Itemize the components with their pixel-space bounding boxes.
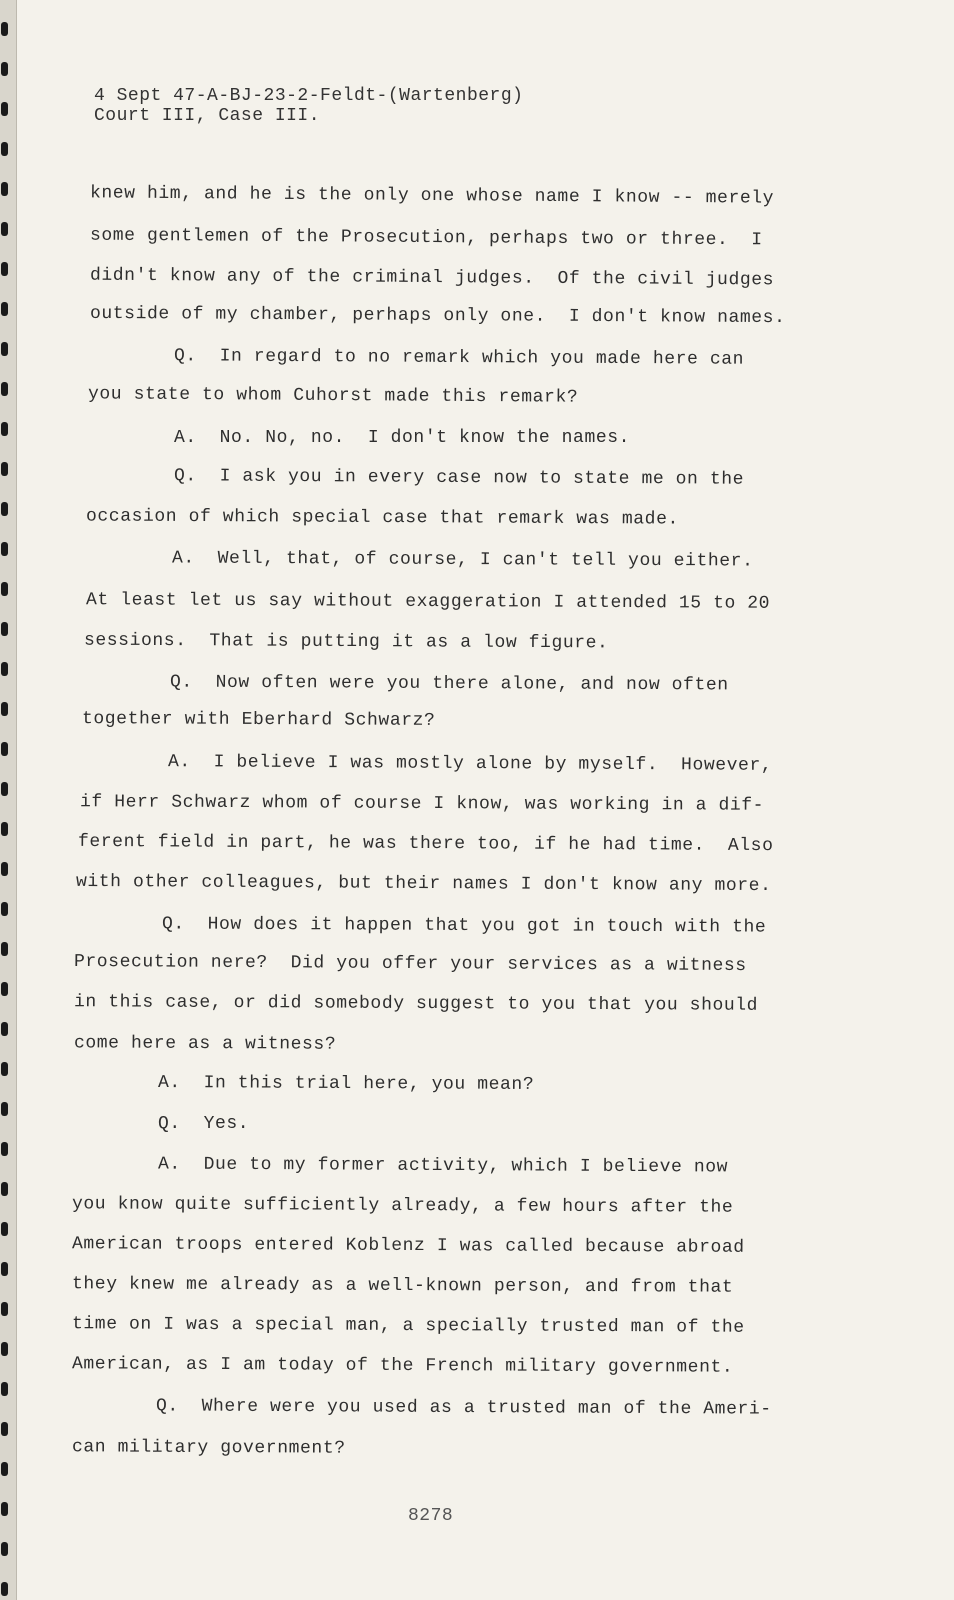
binder-hole xyxy=(1,102,8,116)
binder-hole xyxy=(1,1262,8,1276)
binder-hole xyxy=(1,1462,8,1476)
transcript-line: some gentlemen of the Prosecution, perhaps two or three. I xyxy=(89,225,763,251)
transcript-line: in this case, or did somebody suggest to you that you should xyxy=(73,992,759,1016)
binder-hole xyxy=(1,262,8,276)
transcript-line: Q. In regard to no remark which you made here can xyxy=(173,346,745,370)
page-edge-line xyxy=(16,0,17,1600)
transcript-line: A. Due to my former activity, which I believe now xyxy=(157,1154,729,1178)
binder-hole xyxy=(1,782,8,796)
transcript-line: knew him, and he is the only one whose name I know -- merely xyxy=(89,183,775,209)
transcript-line: come here as a witness? xyxy=(73,1033,337,1055)
transcript-line: can military government? xyxy=(71,1437,346,1459)
binder-holes xyxy=(0,0,10,1600)
binder-hole xyxy=(1,1222,8,1236)
transcript-line: A. No. No, no. I don't know the names. xyxy=(174,428,631,448)
transcript-line: together with Eberhard Schwarz? xyxy=(81,709,436,731)
binder-hole xyxy=(1,1142,8,1156)
binder-hole xyxy=(1,1302,8,1316)
transcript-line: A. Well, that, of course, I can't tell you either. xyxy=(171,548,754,572)
binder-hole xyxy=(1,662,8,676)
transcript-line: A. I believe I was mostly alone by myself. However, xyxy=(167,752,773,776)
transcript-line: Q. Now often were you there alone, and now often xyxy=(169,672,729,696)
binder-hole xyxy=(1,542,8,556)
binder-hole xyxy=(1,1182,8,1196)
binder-hole xyxy=(1,142,8,156)
binder-hole xyxy=(1,582,8,596)
binder-hole xyxy=(1,982,8,996)
binder-hole xyxy=(1,702,8,716)
transcript-line: At least let us say without exaggeration I attended 15 to 20 xyxy=(85,590,771,614)
binder-hole xyxy=(1,1022,8,1036)
binder-hole xyxy=(1,1422,8,1436)
transcript-line: American troops entered Koblenz I was called because abroad xyxy=(71,1234,745,1258)
transcript-line: American, as I am today of the French military government. xyxy=(71,1354,734,1378)
binder-hole xyxy=(1,342,8,356)
binder-hole xyxy=(1,302,8,316)
transcript-line: ferent field in part, he was there too, if he had time. Also xyxy=(77,831,774,857)
transcript-line: time on I was a special man, a specially trusted man of the xyxy=(71,1314,745,1338)
binder-hole xyxy=(1,902,8,916)
binder-hole xyxy=(1,222,8,236)
binder-hole xyxy=(1,742,8,756)
binder-hole xyxy=(1,1502,8,1516)
transcript-line: you know quite sufficiently already, a few hours after the xyxy=(71,1194,734,1218)
binder-hole xyxy=(1,182,8,196)
transcript-line: occasion of which special case that remark was made. xyxy=(85,506,679,530)
binder-hole xyxy=(1,1102,8,1116)
transcript-line: if Herr Schwarz whom of course I know, was working in a dif- xyxy=(79,792,765,816)
transcript-line: sessions. That is putting it as a low figure. xyxy=(83,630,609,654)
binder-hole xyxy=(1,422,8,436)
binder-hole xyxy=(1,822,8,836)
binder-hole xyxy=(1,62,8,76)
document-header xyxy=(94,86,523,126)
transcript-line: they knew me already as a well-known person, and from that xyxy=(71,1274,734,1298)
transcript-line: didn't know any of the criminal judges. Of the civil judges xyxy=(89,265,775,291)
transcript-line: you state to whom Cuhorst made this remark? xyxy=(87,384,579,408)
binder-hole xyxy=(1,1582,8,1596)
binder-hole xyxy=(1,22,8,36)
binder-hole xyxy=(1,942,8,956)
transcript-line: Q. I ask you in every case now to state me on the xyxy=(173,466,745,490)
binder-hole xyxy=(1,1382,8,1396)
binder-hole xyxy=(1,502,8,516)
transcript-line: Prosecution nere? Did you offer your services as a witness xyxy=(73,951,747,977)
binder-hole xyxy=(1,622,8,636)
binder-hole xyxy=(1,382,8,396)
header-line-1: 4 Sept 47-A-BJ-23-2-Feldt-(Wartenberg) xyxy=(94,86,524,106)
binder-hole xyxy=(1,1342,8,1356)
binder-hole xyxy=(1,1542,8,1556)
header-line-2: Court III, Case III. xyxy=(94,106,321,126)
transcript-line: A. In this trial here, you mean? xyxy=(157,1073,535,1095)
transcript-line: outside of my chamber, perhaps only one. I don't know names. xyxy=(89,303,786,329)
binder-hole xyxy=(1,862,8,876)
transcript-line: Q. Yes. xyxy=(158,1114,250,1134)
binder-hole xyxy=(1,1062,8,1076)
transcript-line: Q. Where were you used as a trusted man of the Ameri- xyxy=(155,1396,772,1420)
binder-hole xyxy=(1,462,8,476)
transcript-line: Q. How does it happen that you got in touch with the xyxy=(161,914,767,938)
page-number: 8278 xyxy=(408,1506,454,1526)
transcript-line: with other colleagues, but their names I don't know any more. xyxy=(75,871,772,897)
